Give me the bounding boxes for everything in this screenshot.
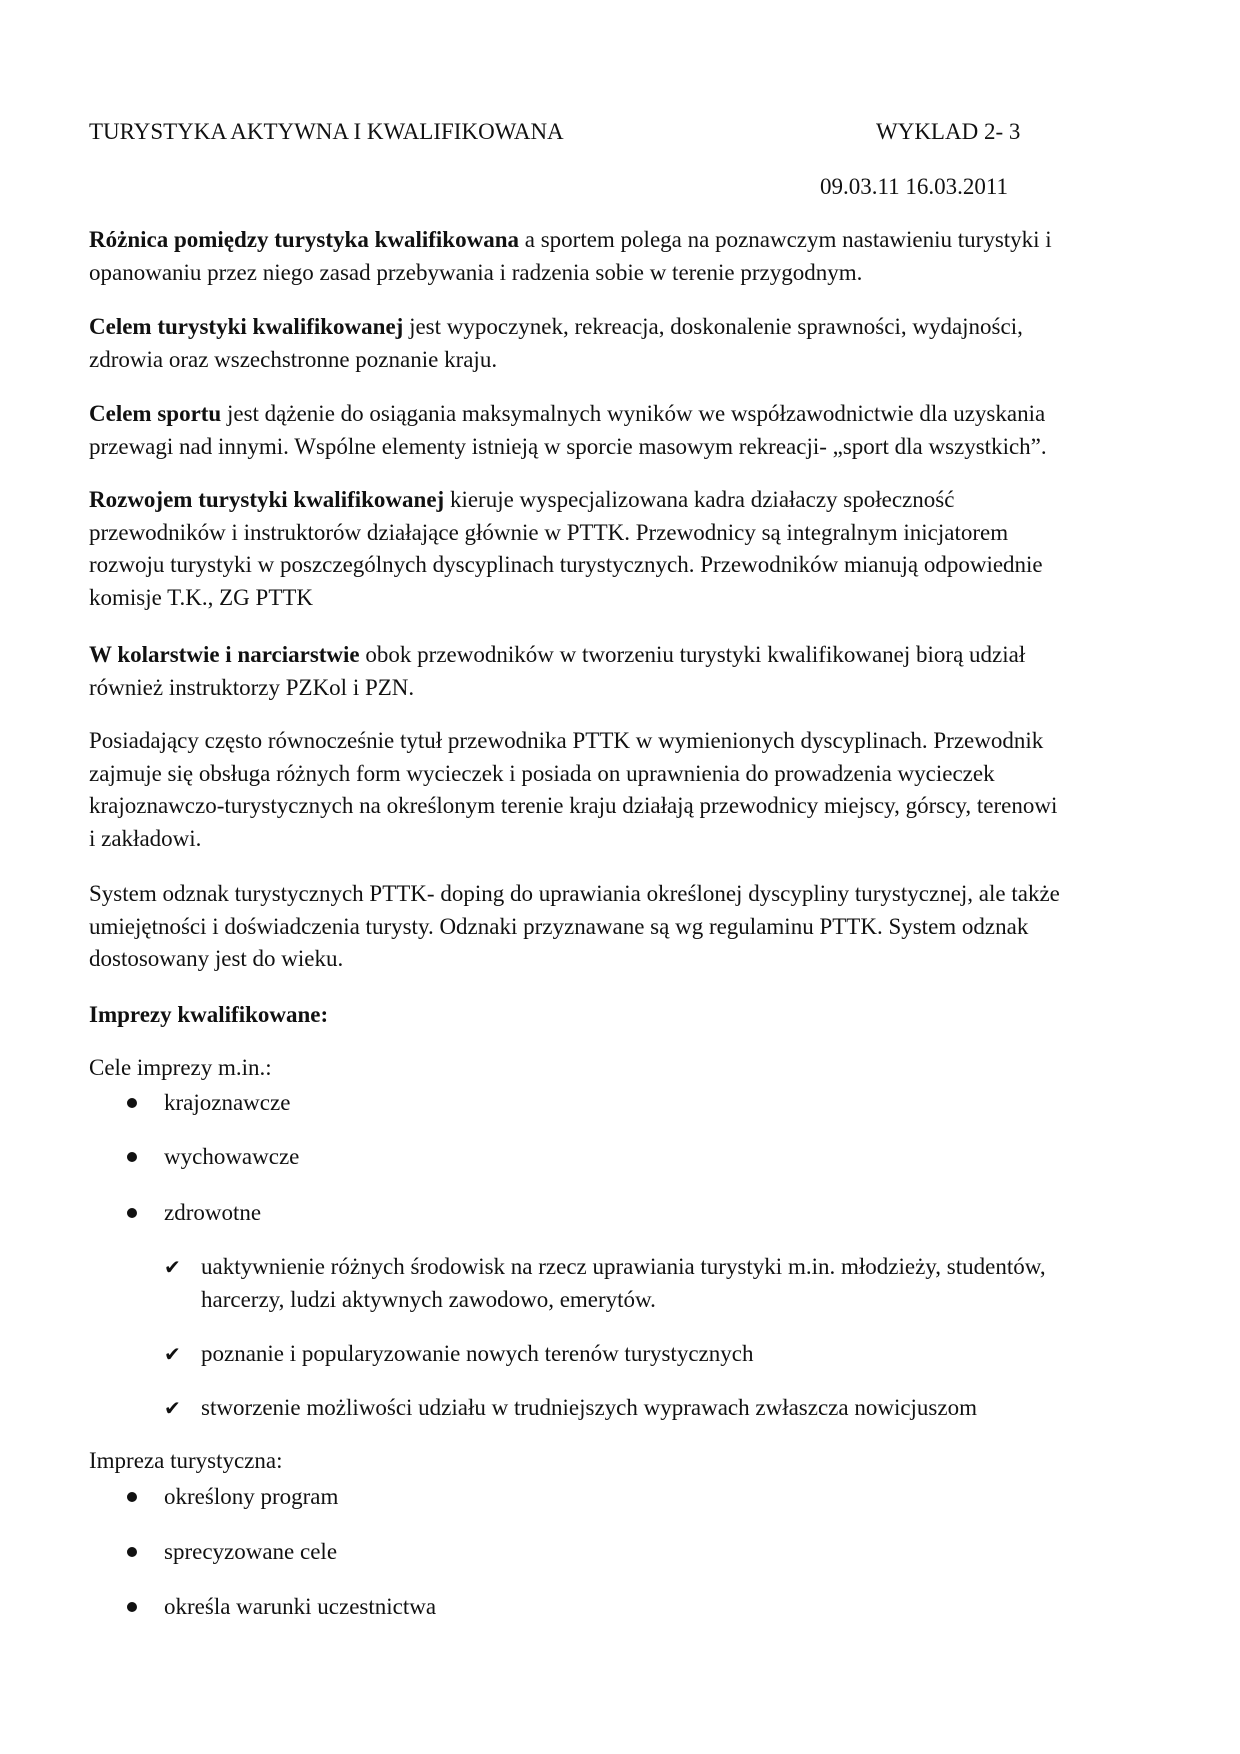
- check-item: [201, 1338, 753, 1371]
- lecture-dates: 09.03.11 16.03.2011: [820, 174, 1009, 199]
- paragraph: [89, 484, 1043, 614]
- paragraph-text: zdrowia oraz wszechstronne poznanie kraju.: [89, 346, 498, 372]
- paragraph-text: rozwoju turystyki w poszczególnych dyscyplinach turystycznych. Przewodników mianują odpowiednie: [89, 552, 1043, 577]
- checkmark-icon: ✔: [164, 1396, 181, 1420]
- paragraph-line: [89, 582, 1043, 615]
- paragraph: [89, 311, 1023, 376]
- paragraph-text: również instruktorzy PZKol i PZN.: [89, 674, 415, 700]
- paragraph-line: [89, 823, 1057, 856]
- paragraph-text: przewodników i instruktorów działające głównie w PTTK. Przewodnicy są integralnym inicjatorem: [89, 519, 1009, 545]
- paragraph-lead: Celem turystyki kwalifikowanej: [89, 314, 404, 339]
- bullet-icon: [127, 1208, 137, 1218]
- section-heading: Imprezy kwalifikowane:: [89, 1002, 329, 1027]
- paragraph-text: dostosowany jest do wieku.: [89, 946, 344, 971]
- check-item-line: poznanie i popularyzowanie nowych terenów turystycznych: [201, 1341, 754, 1366]
- paragraph-text: komisje T.K., ZG PTTK: [89, 584, 314, 610]
- paragraph-text: przewagi nad innymi. Wspólne elementy istnieją w sporcie masowym rekreacji- „sport dla wszystkich”.: [89, 433, 1047, 459]
- paragraph-text: jest dążenie do osiągania maksymalnych wyników we współzawodnictwie dla uzyskania: [221, 401, 1046, 426]
- paragraph-line: [89, 672, 1025, 705]
- paragraph-text: a sportem polega na poznawczym nastawieniu turystyki i: [519, 227, 1052, 252]
- paragraph-line: [89, 517, 1043, 550]
- check-item-line: uaktywnienie różnych środowisk na rzecz uprawiania turystyki m.in. młodzieży, studentów,: [201, 1254, 1046, 1279]
- lecture-number: WYKLAD 2- 3: [876, 119, 1021, 144]
- paragraph-line: [89, 257, 1052, 290]
- paragraph-text: umiejętności i doświadczenia turysty. Odznaki przyznawane są wg regulaminu PTTK. System odznak: [89, 913, 1029, 939]
- check-item-line: harcerzy, ludzi aktywnych zawodowo, emerytów.: [201, 1286, 656, 1312]
- bullet-icon: [127, 1547, 137, 1557]
- bullet-icon: [127, 1152, 137, 1162]
- list-item: sprecyzowane cele: [164, 1539, 338, 1564]
- paragraph-text: krajoznawczo-turystycznych na określonym terenie kraju działają przewodnicy miejscy, górscy, terenowi: [89, 793, 1058, 818]
- paragraph-lead: Celem sportu: [89, 401, 222, 426]
- paragraph-line: [89, 224, 1052, 257]
- checkmark-icon: ✔: [164, 1342, 181, 1366]
- check-item: [201, 1392, 977, 1425]
- list-item: krajoznawcze: [164, 1090, 291, 1115]
- paragraph-text: jest wypoczynek, rekreacja, doskonalenie sprawności, wydajności,: [403, 314, 1023, 339]
- paragraph-line: [89, 431, 1047, 464]
- list-item: zdrowotne: [164, 1200, 262, 1225]
- paragraph-lead: Różnica pomiędzy turystyka kwalifikowana: [89, 227, 519, 252]
- list-item: wychowawcze: [164, 1144, 300, 1169]
- checkmark-icon: ✔: [164, 1255, 181, 1279]
- paragraph-lead: W kolarstwie i narciarstwie: [89, 642, 360, 667]
- bullet-icon: [127, 1602, 137, 1612]
- paragraph-line: [89, 878, 1060, 911]
- paragraph-line: [89, 549, 1043, 582]
- paragraph-text: i zakładowi.: [89, 825, 202, 851]
- paragraph-lead: Rozwojem turystyki kwalifikowanej: [89, 487, 445, 512]
- paragraph-text: System odznak turystycznych PTTK- doping do uprawiania określonej dyscypliny turystycznej, ale także: [89, 881, 1060, 906]
- check-item-line: stworzenie możliwości udziału w trudniejszych wyprawach zwłaszcza nowicjuszom: [201, 1395, 977, 1420]
- paragraph-text: kieruje wyspecjalizowana kadra działaczy społeczność: [444, 487, 955, 512]
- goals-label: Cele imprezy m.in.:: [89, 1055, 272, 1080]
- paragraph-line: [89, 725, 1057, 758]
- paragraph-line: [89, 344, 1023, 377]
- paragraph-line: [89, 943, 1060, 976]
- paragraph-line: [89, 758, 1057, 791]
- paragraph: [89, 224, 1052, 289]
- paragraph-text: opanowaniu przez niego zasad przebywania i radzenia sobie w terenie przygodnym.: [89, 259, 863, 285]
- paragraph-text: Posiadający często równocześnie tytuł przewodnika PTTK w wymienionych dyscyplinach. Przewodnik: [89, 728, 1044, 753]
- paragraph-line: [89, 911, 1060, 944]
- paragraph-line: [89, 311, 1023, 344]
- check-item: [201, 1251, 1046, 1316]
- paragraph-line: [89, 639, 1025, 672]
- bullet-icon: [127, 1098, 137, 1108]
- list-item: określa warunki uczestnictwa: [164, 1594, 437, 1619]
- list-item: określony program: [164, 1484, 339, 1509]
- paragraph-line: [89, 398, 1047, 431]
- paragraph: [89, 878, 1060, 976]
- paragraph-text: zajmuje się obsługa różnych form wycieczek i posiada on uprawnienia do prowadzenia wycieczek: [89, 760, 995, 786]
- paragraph: [89, 725, 1057, 855]
- paragraph-line: [89, 484, 1043, 517]
- document-title: TURYSTYKA AKTYWNA I KWALIFIKOWANA: [89, 119, 564, 144]
- paragraph-text: obok przewodników w tworzeniu turystyki kwalifikowanej biorą udział: [359, 642, 1026, 667]
- event-label: Impreza turystyczna:: [89, 1448, 283, 1473]
- bullet-icon: [127, 1492, 137, 1502]
- paragraph-line: [89, 790, 1057, 823]
- paragraph: [89, 398, 1047, 463]
- paragraph: [89, 639, 1025, 704]
